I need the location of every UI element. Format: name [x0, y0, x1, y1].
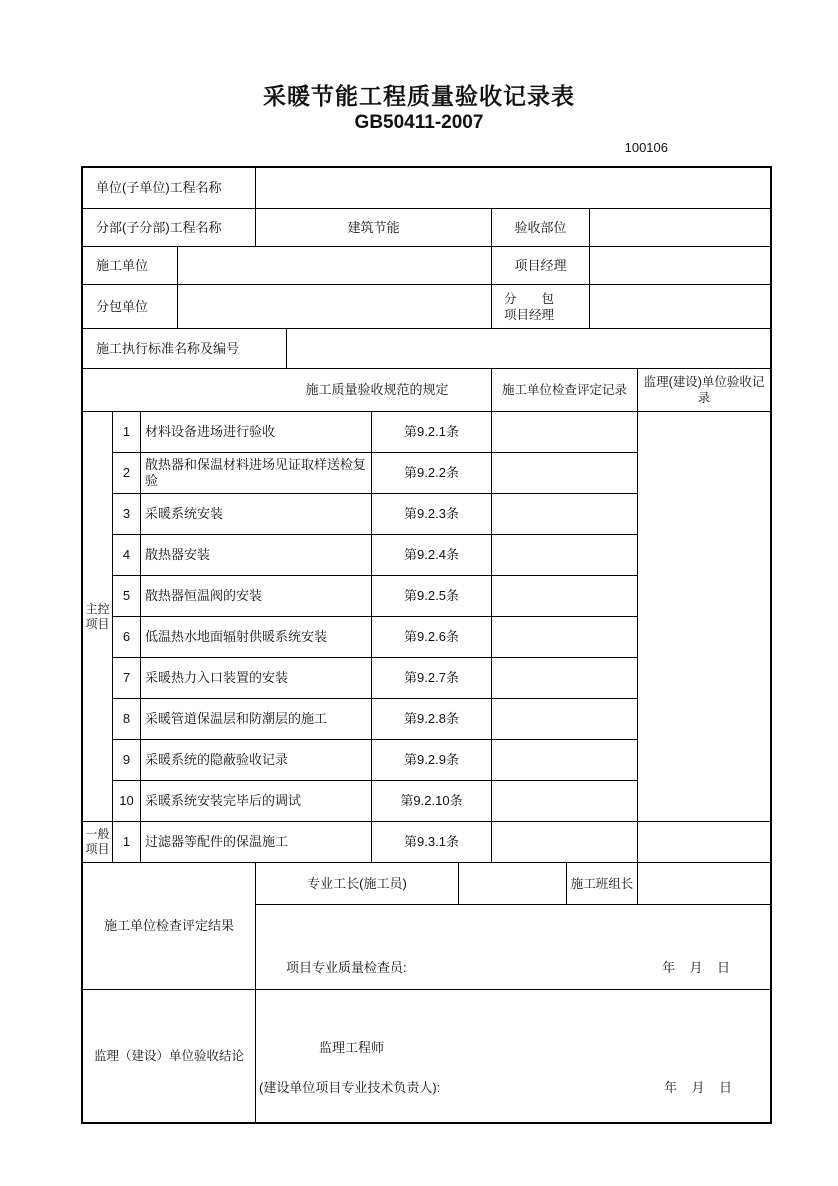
- item-clause: 第9.2.6条: [372, 617, 492, 658]
- item-no: 1: [113, 822, 141, 863]
- quality-checker-label: 项目专业质量检查员:: [286, 960, 407, 975]
- foreman-label: 专业工长(施工员): [256, 863, 459, 905]
- unit-project-value-cell: [256, 168, 770, 209]
- date-field: 年 月 日: [662, 960, 730, 975]
- item-check-cell: [492, 699, 638, 740]
- item-check-cell: [492, 535, 638, 576]
- supervisor-check-column-header: 监理(建设)单位验收记录: [638, 369, 770, 412]
- subcontract-manager-label-line2: 项目经理: [504, 307, 555, 322]
- item-text: 采暖系统安装: [141, 494, 372, 535]
- item-clause: 第9.2.4条: [372, 535, 492, 576]
- construction-unit-value-cell: [178, 247, 492, 285]
- construction-unit-label: 施工单位: [83, 247, 178, 285]
- exec-standard-value-cell: [287, 329, 770, 369]
- item-check-cell: [492, 453, 638, 494]
- item-no: 9: [113, 740, 141, 781]
- item-text: 采暖热力入口装置的安装: [141, 658, 372, 699]
- item-no: 6: [113, 617, 141, 658]
- item-check-cell: [492, 412, 638, 453]
- item-check-cell: [492, 822, 638, 863]
- item-text: 采暖系统安装完毕后的调试: [141, 781, 372, 822]
- exec-standard-label: 施工执行标准名称及编号: [83, 329, 287, 369]
- sub-project-label: 分部(子分部)工程名称: [83, 209, 256, 247]
- item-check-cell: [492, 494, 638, 535]
- subcontract-manager-label-line1: 分 包: [504, 291, 555, 306]
- team-leader-sign-cell: [638, 863, 770, 905]
- item-clause: 第9.2.1条: [372, 412, 492, 453]
- item-no: 5: [113, 576, 141, 617]
- item-check-cell: [492, 740, 638, 781]
- item-no: 10: [113, 781, 141, 822]
- item-text: 材料设备进场进行验收: [141, 412, 372, 453]
- page-title: 采暖节能工程质量验收记录表: [263, 83, 575, 109]
- category-main-control: 主控项目: [83, 412, 113, 822]
- item-clause: 第9.2.7条: [372, 658, 492, 699]
- acceptance-part-value-cell: [590, 209, 770, 247]
- project-manager-value-cell: [590, 247, 770, 285]
- supervisor-engineer-label: 监理工程师: [319, 1040, 385, 1055]
- item-text: 低温热水地面辐射供暖系统安装: [141, 617, 372, 658]
- tech-director-label: (建设单位项目专业技术负责人):: [259, 1080, 441, 1095]
- item-text: 散热器和保温材料进场见证取样送检复验: [141, 453, 372, 494]
- quality-checker-sign-row: [256, 905, 770, 990]
- contractor-result-label: 施工单位检查评定结果: [83, 863, 256, 990]
- item-check-cell: [492, 658, 638, 699]
- standard-number: GB50411-2007: [354, 112, 484, 133]
- project-manager-label: 项目经理: [492, 247, 590, 285]
- item-clause: 第9.2.9条: [372, 740, 492, 781]
- item-check-cell: [492, 617, 638, 658]
- spec-column-header: 施工质量验收规范的规定: [83, 369, 492, 412]
- subcontract-manager-value-cell: [590, 285, 770, 329]
- acceptance-part-label: 验收部位: [492, 209, 590, 247]
- tech-director-sign-row: [256, 1080, 770, 1096]
- form-number: 100106: [624, 140, 668, 155]
- subcontract-manager-label: [492, 285, 590, 329]
- team-leader-label: 施工班组长: [567, 863, 638, 905]
- item-clause: 第9.2.8条: [372, 699, 492, 740]
- supervisor-conclusion-label: 监理（建设）单位验收结论: [83, 990, 256, 1122]
- item-text: 散热器恒温阀的安装: [141, 576, 372, 617]
- item-clause: 第9.2.3条: [372, 494, 492, 535]
- item-text: 过滤器等配件的保温施工: [141, 822, 372, 863]
- item-no: 3: [113, 494, 141, 535]
- item-text: 采暖管道保温层和防潮层的施工: [141, 699, 372, 740]
- item-clause: 第9.2.5条: [372, 576, 492, 617]
- item-no: 8: [113, 699, 141, 740]
- item-no: 7: [113, 658, 141, 699]
- item-clause: 第9.2.10条: [372, 781, 492, 822]
- contractor-check-column-header: 施工单位检查评定记录: [492, 369, 638, 412]
- date-field: 年 月 日: [664, 1080, 732, 1095]
- title-block: [0, 78, 838, 134]
- acceptance-record-table: [81, 166, 772, 1124]
- unit-project-label: 单位(子单位)工程名称: [83, 168, 256, 209]
- supervisor-record-cell-general: [638, 822, 770, 863]
- supervisor-record-cell: [638, 412, 770, 822]
- item-clause: 第9.2.2条: [372, 453, 492, 494]
- supervisor-conclusion-cell: [256, 990, 770, 1122]
- item-text: 散热器安装: [141, 535, 372, 576]
- item-no: 2: [113, 453, 141, 494]
- sub-project-value: 建筑节能: [256, 209, 492, 247]
- subcontract-unit-value-cell: [178, 285, 492, 329]
- item-clause: 第9.3.1条: [372, 822, 492, 863]
- item-no: 4: [113, 535, 141, 576]
- item-check-cell: [492, 781, 638, 822]
- item-no: 1: [113, 412, 141, 453]
- item-check-cell: [492, 576, 638, 617]
- foreman-sign-cell: [459, 863, 567, 905]
- subcontract-unit-label: 分包单位: [83, 285, 178, 329]
- category-general: 一般项目: [83, 822, 113, 863]
- item-text: 采暖系统的隐蔽验收记录: [141, 740, 372, 781]
